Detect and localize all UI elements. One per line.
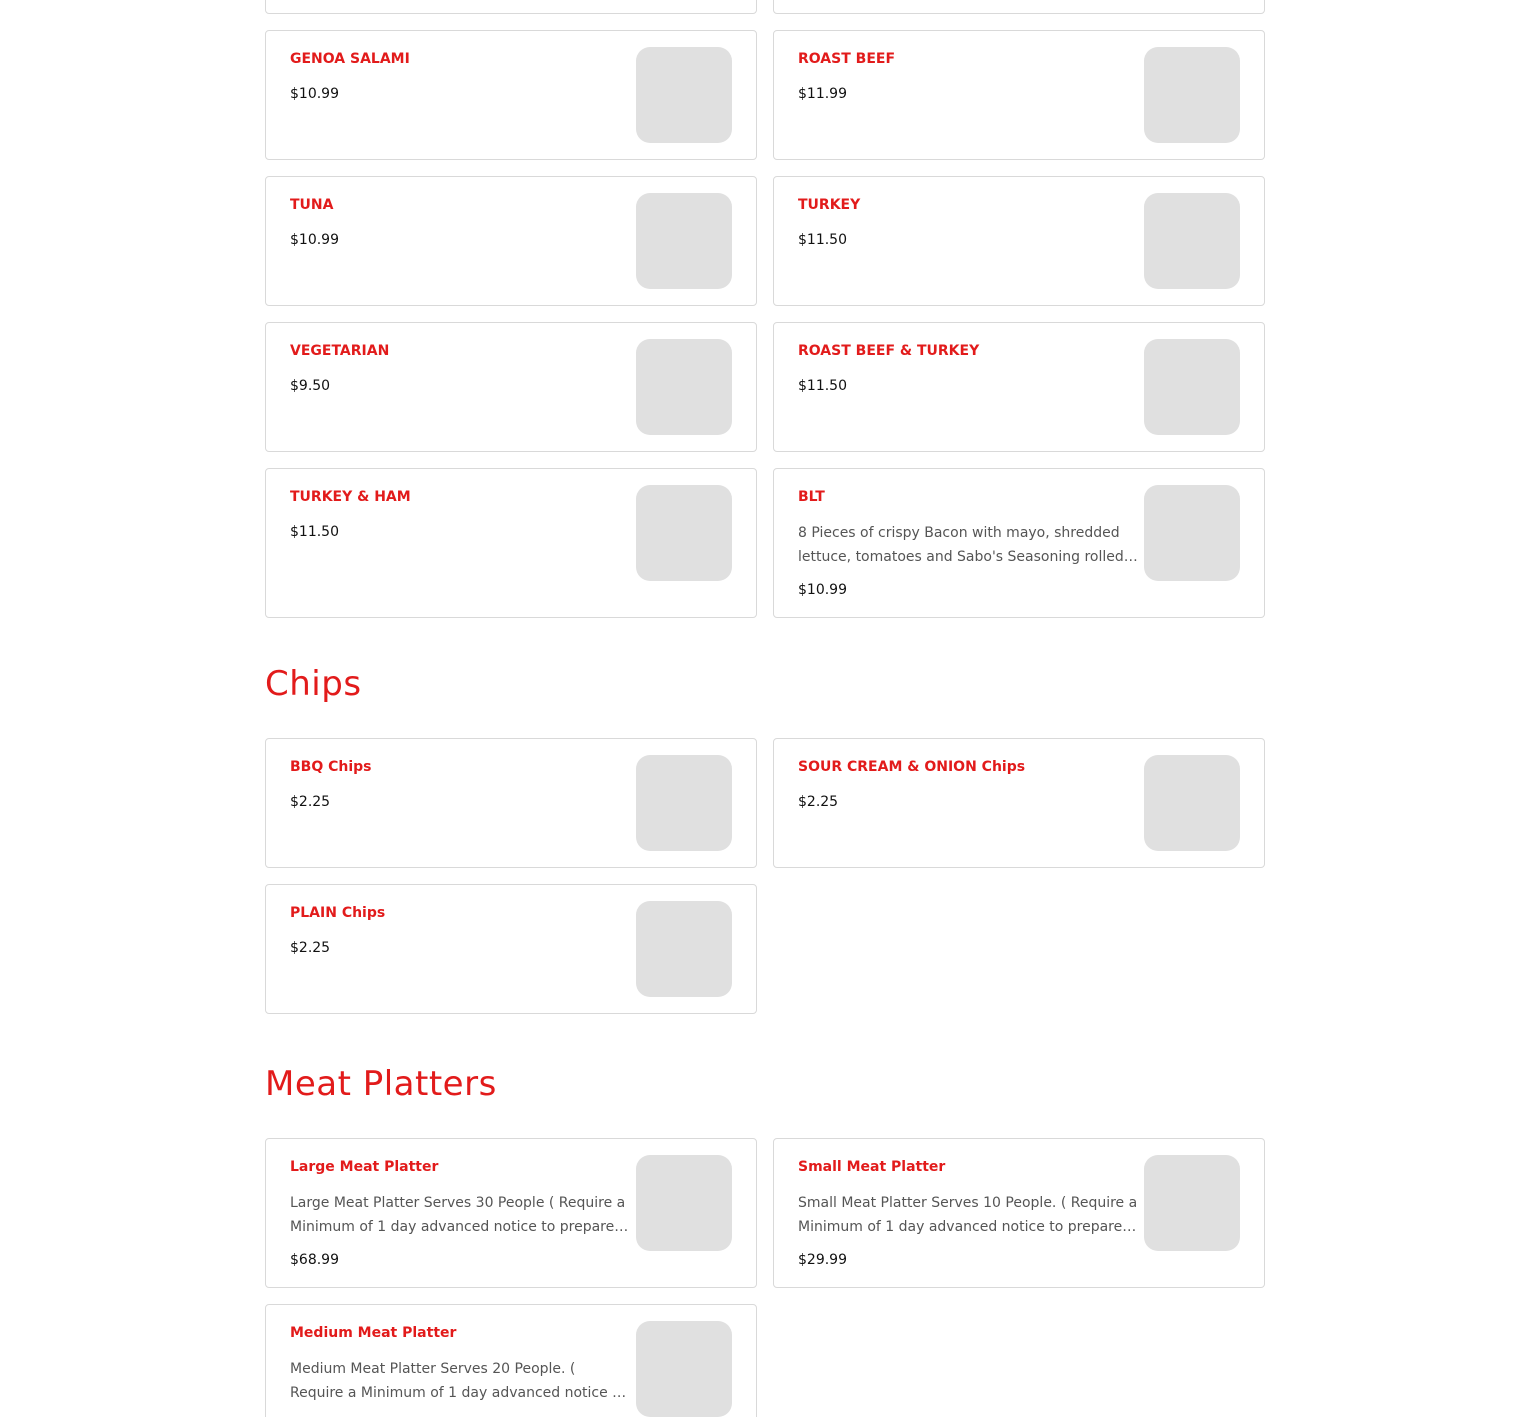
menu-item-card[interactable] — [265, 1138, 757, 1288]
menu-item-card[interactable] — [773, 30, 1265, 160]
menu-item-name: TURKEY & HAM — [290, 489, 411, 505]
menu-item-name: ROAST BEEF — [798, 51, 896, 67]
menu-grid-chips — [265, 738, 1265, 1014]
menu-item-price: $10.99 — [290, 86, 339, 102]
menu-item-price: $2.25 — [798, 794, 839, 810]
menu-item-price: $11.99 — [798, 86, 847, 102]
menu-item-price: $10.99 — [290, 232, 339, 248]
menu-item-name: Large Meat Platter — [290, 1159, 439, 1175]
menu-item-card[interactable] — [773, 0, 1265, 14]
menu-item-name: BLT — [798, 489, 825, 505]
menu-item-card[interactable] — [265, 322, 757, 452]
menu-item-image — [1144, 47, 1240, 143]
menu-item-price: $11.50 — [290, 524, 339, 540]
menu-item-name: ROAST BEEF & TURKEY — [798, 343, 980, 359]
menu-item-card[interactable] — [773, 1138, 1265, 1288]
menu-item-card[interactable] — [265, 468, 757, 618]
menu-item-card[interactable] — [773, 322, 1265, 452]
menu-item-price: $29.99 — [798, 1252, 847, 1268]
menu-item-image — [636, 47, 732, 143]
menu-item-name: VEGETARIAN — [290, 343, 390, 359]
menu-grid-meat-platters — [265, 1138, 1265, 1417]
menu-item-price: $9.50 — [290, 378, 331, 394]
menu-item-description: 8 Pieces of crispy Bacon with mayo, shredded lettuce, tomatoes and Sabo's Seasoning rolled — [798, 525, 1124, 565]
menu-item-description: Small Meat Platter Serves 10 People. ( Require a Minimum of 1 day advanced notice to prepare.) — [798, 1195, 1138, 1235]
menu-item-card[interactable] — [265, 738, 757, 868]
menu-item-name: TUNA — [290, 197, 334, 213]
menu-item-image — [1144, 485, 1240, 581]
menu-item-price: $10.99 — [798, 582, 847, 598]
menu-item-price: $11.50 — [798, 378, 847, 394]
menu-item-image — [636, 1321, 732, 1417]
menu-item-price: $11.50 — [798, 232, 847, 248]
menu-item-price: $2.25 — [290, 940, 331, 956]
menu-item-name: BBQ Chips — [290, 759, 372, 775]
menu-item-image — [636, 755, 732, 851]
menu-item-name: Medium Meat Platter — [290, 1325, 457, 1341]
menu-item-card[interactable] — [265, 176, 757, 306]
menu-item-card[interactable] — [265, 884, 757, 1014]
menu-item-name: TURKEY — [798, 197, 861, 213]
menu-item-card[interactable] — [265, 30, 757, 160]
menu-item-image — [636, 193, 732, 289]
menu-item-image — [636, 485, 732, 581]
menu-item-image — [636, 339, 732, 435]
section-title-chips: Chips — [265, 664, 362, 704]
menu-item-name: GENOA SALAMI — [290, 51, 410, 67]
menu-item-image — [1144, 339, 1240, 435]
menu-item-card[interactable] — [773, 738, 1265, 868]
menu-item-card[interactable] — [773, 468, 1265, 618]
menu-item-image — [636, 1155, 732, 1251]
menu-content — [265, 0, 1265, 1417]
menu-item-card[interactable] — [265, 0, 757, 14]
menu-item-image — [1144, 755, 1240, 851]
section-title-meat-platters: Meat Platters — [265, 1064, 497, 1104]
menu-item-name: Small Meat Platter — [798, 1159, 946, 1175]
menu-item-card[interactable] — [773, 176, 1265, 306]
menu-item-description: Medium Meat Platter Serves 20 People. ( Require a Minimum of 1 day advanced notice to — [290, 1361, 627, 1401]
menu-item-price: $68.99 — [290, 1252, 339, 1268]
menu-item-name: SOUR CREAM & ONION Chips — [798, 759, 1026, 775]
menu-item-image — [1144, 1155, 1240, 1251]
menu-item-card[interactable] — [265, 1304, 757, 1417]
menu-item-image — [636, 901, 732, 997]
menu-item-name: PLAIN Chips — [290, 905, 386, 921]
menu-item-description: Large Meat Platter Serves 30 People ( Require a Minimum of 1 day advanced notice to prepare.) — [290, 1195, 626, 1235]
menu-grid-sandwiches — [265, 0, 1265, 618]
menu-item-price: $2.25 — [290, 794, 331, 810]
menu-item-image — [1144, 193, 1240, 289]
